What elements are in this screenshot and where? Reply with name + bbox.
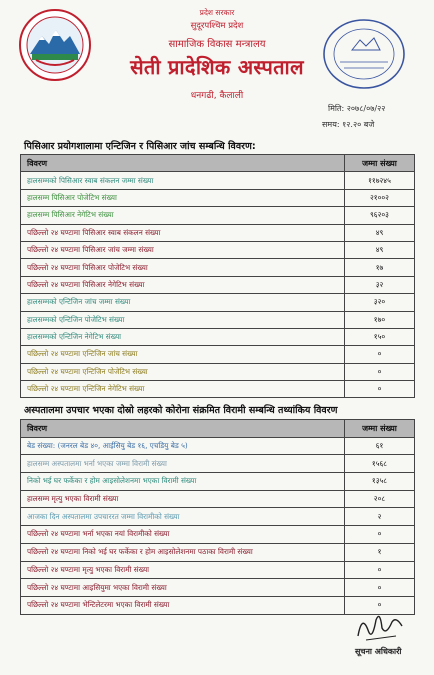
- hospital-name: सेती प्रादेशिक अस्पताल: [130, 55, 304, 79]
- table-row: [21, 490, 415, 508]
- table-row: [21, 311, 415, 328]
- table-row: [21, 363, 415, 380]
- column-header-total: जम्मा संख्या: [345, 420, 415, 438]
- column-header-total: जम्मा संख्या: [345, 155, 415, 172]
- row-description: पछिल्लो २४ घण्टामा मृत्यु भएका विरामी संख्या: [21, 561, 345, 579]
- row-total: ०: [345, 526, 415, 544]
- row-total: ६१: [345, 437, 415, 455]
- row-total: १७०: [345, 311, 415, 328]
- table-header-row: [21, 420, 415, 438]
- issue-date: [328, 103, 385, 114]
- row-total: १५०: [345, 328, 415, 345]
- row-total: ०: [345, 363, 415, 380]
- row-description: हालसम्म पिसिआर नेगेटिभ संख्या: [21, 207, 345, 224]
- row-total: २१००२: [345, 189, 415, 206]
- row-description: हालसम्म मृत्यु भएका विरामी संख्या: [21, 490, 345, 508]
- section-title-hospital: अस्पतालमा उपचार भएका दोस्रो लहरको कोरोना संक्रमित विरामी सम्बन्धि तथ्यांकिय विवरण: [24, 405, 338, 416]
- hospital-stamp-icon: [318, 14, 410, 94]
- signatory-title: सूचना अधिकारी: [355, 647, 402, 656]
- table-row: [21, 579, 415, 597]
- row-total: १३५८: [345, 473, 415, 491]
- table-row: [21, 294, 415, 311]
- row-total: ४९: [345, 224, 415, 241]
- hospital-location: धनगढी, कैलाली: [190, 91, 244, 101]
- row-total: ०: [345, 596, 415, 614]
- row-description: पछिल्लो २४ घण्टामा पिसिआर जांच जम्मा संख्या: [21, 241, 345, 258]
- date-value: २०७८/०७/२२: [346, 104, 386, 113]
- row-total: ०: [345, 579, 415, 597]
- row-description: हालसम्मको पिसिआर स्वाब संकलन जम्मा संख्या: [21, 172, 345, 189]
- row-description: निको भई घर फर्केका र होम आइसोलेशनमा भएका विरामी संख्या: [21, 473, 345, 491]
- row-total: ३२०: [345, 294, 415, 311]
- row-total: ११७२४५: [345, 172, 415, 189]
- table-row: [21, 259, 415, 276]
- row-description: आजका दिन अस्पतालमा उपचाररत जम्मा विरामीको संख्या: [21, 508, 345, 526]
- row-total: ०: [345, 381, 415, 398]
- header-ministry: सामाजिक विकास मन्त्रालय: [168, 39, 266, 50]
- hospital-patient-table: [20, 419, 415, 615]
- row-total: ०: [345, 346, 415, 363]
- table-row: [21, 455, 415, 473]
- table-row: [21, 224, 415, 241]
- row-description: पछिल्लो २४ घण्टामा निको भई घर फर्केका र होम आइसोलेशनमा पठाका विरामी संख्या: [21, 543, 345, 561]
- table-row: [21, 172, 415, 189]
- table-row: [21, 561, 415, 579]
- row-total: ९६२०३: [345, 207, 415, 224]
- table-row: [21, 276, 415, 293]
- row-description: पछिल्लो २४ घण्टामा एन्टिजिन जांच संख्या: [21, 346, 345, 363]
- row-description: बेड संख्या: (जनरल बेड ४०, आईसियु बेड १६, एचडियु बेड ५): [21, 437, 345, 455]
- table-row: [21, 241, 415, 258]
- table-row: [21, 543, 415, 561]
- time-label: समय:: [322, 120, 340, 129]
- row-description: हालसम्म पिसिआर पोजेटिभ संख्या: [21, 189, 345, 206]
- table-row: [21, 189, 415, 206]
- row-description: पछिल्लो २४ घण्टामा पिसिआर पोजेटिभ संख्या: [21, 259, 345, 276]
- date-label: मिति:: [328, 104, 345, 113]
- table-row: [21, 526, 415, 544]
- header-province: सुदूरपश्चिम प्रदेश: [190, 21, 244, 31]
- row-description: पछिल्लो २४ घण्टामा भर्ना भएका नयां विरामीको संख्या: [21, 526, 345, 544]
- table-row: [21, 473, 415, 491]
- row-total: ४९: [345, 241, 415, 258]
- row-total: ०: [345, 561, 415, 579]
- row-total: १५६८: [345, 455, 415, 473]
- column-header-description: विवरण: [21, 420, 345, 438]
- lab-test-table: [20, 154, 415, 398]
- row-description: पछिल्लो २४ घण्टामा पिसिआर स्वाब संकलन संख्या: [21, 224, 345, 241]
- table-row: [21, 437, 415, 455]
- row-description: हालसम्मको एन्टिजिन नेगेटिभ संख्या: [21, 328, 345, 345]
- letterhead: [0, 0, 434, 132]
- row-total: ३२: [345, 276, 415, 293]
- row-description: हालसम्मको एन्टिजिन पोजेटिभ संख्या: [21, 311, 345, 328]
- table-row: [21, 346, 415, 363]
- row-description: पछिल्लो २४ घण्टामा आइसियुमा भएका विरामी संख्या: [21, 579, 345, 597]
- row-description: हालसम्म अस्पतालमा भर्ना भएका जम्मा विरामी संख्या: [21, 455, 345, 473]
- row-description: पछिल्लो २४ घण्टामा एन्टिजिन पोजेटिभ संख्या: [21, 363, 345, 380]
- column-header-description: विवरण: [21, 155, 345, 172]
- row-description: हालसम्मको एन्टिजिन जांच जम्मा संख्या: [21, 294, 345, 311]
- issue-time: [322, 119, 374, 130]
- row-description: पछिल्लो २४ घण्टामा एन्टिजिन नेगेटिभ संख्या: [21, 381, 345, 398]
- signature-icon: [352, 606, 408, 646]
- header-government: प्रदेश सरकार: [199, 8, 235, 17]
- row-description: पछिल्लो २४ घण्टामा पिसिआर नेगेटिभ संख्या: [21, 276, 345, 293]
- row-total: १७: [345, 259, 415, 276]
- row-total: २: [345, 508, 415, 526]
- table-header-row: [21, 155, 415, 172]
- section-title-lab: पिसिआर प्रयोगशालामा एन्टिजिन र पिसिआर जांच सम्बन्धि विवरण:: [24, 141, 256, 152]
- time-value: १२.२० बजे: [342, 120, 375, 129]
- row-total: २०८: [345, 490, 415, 508]
- row-description: पछिल्लो २४ घण्टामा भेन्टिलेटरमा भएका विरामी संख्या: [21, 596, 345, 614]
- table-row: [21, 381, 415, 398]
- row-total: १: [345, 543, 415, 561]
- table-row: [21, 508, 415, 526]
- table-row: [21, 328, 415, 345]
- table-row: [21, 207, 415, 224]
